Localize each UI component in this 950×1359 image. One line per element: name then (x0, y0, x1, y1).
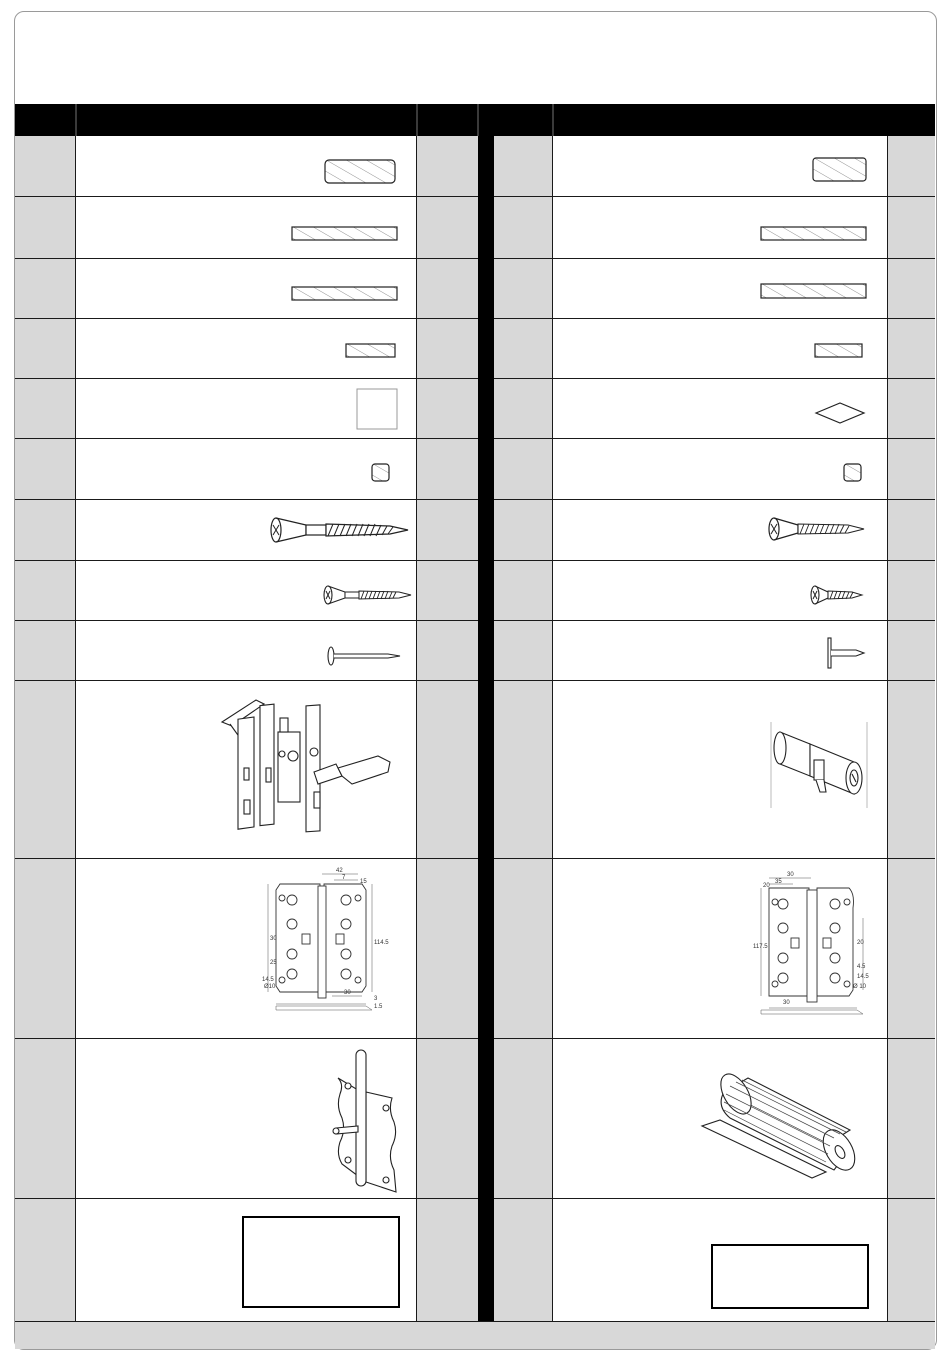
short-wood-screw-icon (810, 584, 864, 606)
empty-label-box (242, 1216, 400, 1308)
diamond-profile-icon (814, 401, 866, 425)
table-header (15, 104, 935, 136)
hinge-dimension-label: 1.5 (374, 1004, 383, 1010)
flat-head-nail-icon (824, 636, 868, 670)
header-divider (477, 104, 479, 136)
hinge-dimension-label: 20 (763, 883, 770, 889)
hinge-dimension-label: 35 (775, 879, 782, 885)
hinge-dimension-label: 4.5 (857, 964, 866, 970)
hinge-dimension-label: 114.5 (374, 940, 389, 946)
hinge-dimension-label: 7 (342, 875, 346, 881)
row-separator (15, 858, 935, 859)
rounded-hatched-profile-icon (812, 157, 868, 183)
long-hatched-plank-icon (291, 226, 399, 242)
hinge-dimension-label: 14.5 (262, 977, 274, 983)
column-rule (887, 136, 888, 1321)
wood-screw-icon (768, 516, 866, 542)
long-hatched-plank-icon (760, 226, 868, 242)
hinge-dimension-label: Ø 10 (853, 984, 867, 990)
row-separator (15, 499, 935, 500)
row-separator (15, 620, 935, 621)
row-separator (15, 378, 935, 379)
short-hatched-slat-icon (345, 343, 397, 359)
hinge-dimension-label: Ø10 (264, 984, 276, 990)
hinge-dimension-label: 3 (374, 996, 378, 1002)
header-divider (75, 104, 77, 136)
short-wood-screw-icon (323, 584, 413, 606)
left-number-column (15, 136, 75, 1321)
row-separator (15, 680, 935, 681)
row-separator (15, 560, 935, 561)
ribbed-roller-icon (700, 1060, 860, 1180)
short-hatched-slat-icon (814, 343, 864, 359)
hinge-dimension-label: 42 (336, 868, 343, 874)
lift-off-hinge-icon (330, 1048, 402, 1196)
row-separator (15, 1038, 935, 1039)
small-square-block-icon (371, 463, 391, 483)
row-separator (15, 438, 935, 439)
long-wood-screw-icon (270, 516, 412, 544)
row-separator (15, 318, 935, 319)
hinge-technical-drawing-icon (753, 868, 873, 1018)
long-hatched-plank-icon (291, 286, 399, 302)
hinge-dimension-label: 30 (344, 990, 351, 996)
column-rule (552, 136, 553, 1321)
header-divider (552, 104, 554, 136)
left-quantity-column (417, 136, 478, 1321)
hinge-dimension-label: 30 (787, 872, 794, 878)
square-profile-icon (356, 388, 399, 431)
empty-label-box (711, 1244, 869, 1309)
long-hatched-plank-icon (760, 283, 868, 300)
footer-strip (15, 1321, 935, 1349)
rounded-hatched-profile-icon (324, 159, 396, 185)
hinge-dimension-label: 117.5 (753, 944, 768, 950)
small-square-block-icon (843, 463, 863, 483)
hinge-dimension-label: 20 (857, 940, 864, 946)
header-divider (416, 104, 418, 136)
column-rule (416, 136, 417, 1321)
row-separator (15, 196, 935, 197)
hinge-dimension-label: 30 (783, 1000, 790, 1006)
right-number-column (494, 136, 552, 1321)
nail-icon (326, 645, 402, 667)
hinge-dimension-label: 14.5 (857, 974, 869, 980)
column-rule (75, 136, 76, 1321)
euro-cylinder-lock-icon (770, 722, 868, 808)
hinge-technical-drawing-icon (262, 864, 389, 1014)
mortise-lock-with-handles-icon (218, 692, 396, 842)
hinge-dimension-label: 30 (270, 936, 277, 942)
row-separator (15, 258, 935, 259)
row-separator (15, 1198, 935, 1199)
center-divider (478, 136, 494, 1321)
hinge-dimension-label: 15 (360, 879, 367, 885)
hinge-dimension-label: 25 (270, 960, 277, 966)
right-quantity-column (888, 136, 935, 1321)
